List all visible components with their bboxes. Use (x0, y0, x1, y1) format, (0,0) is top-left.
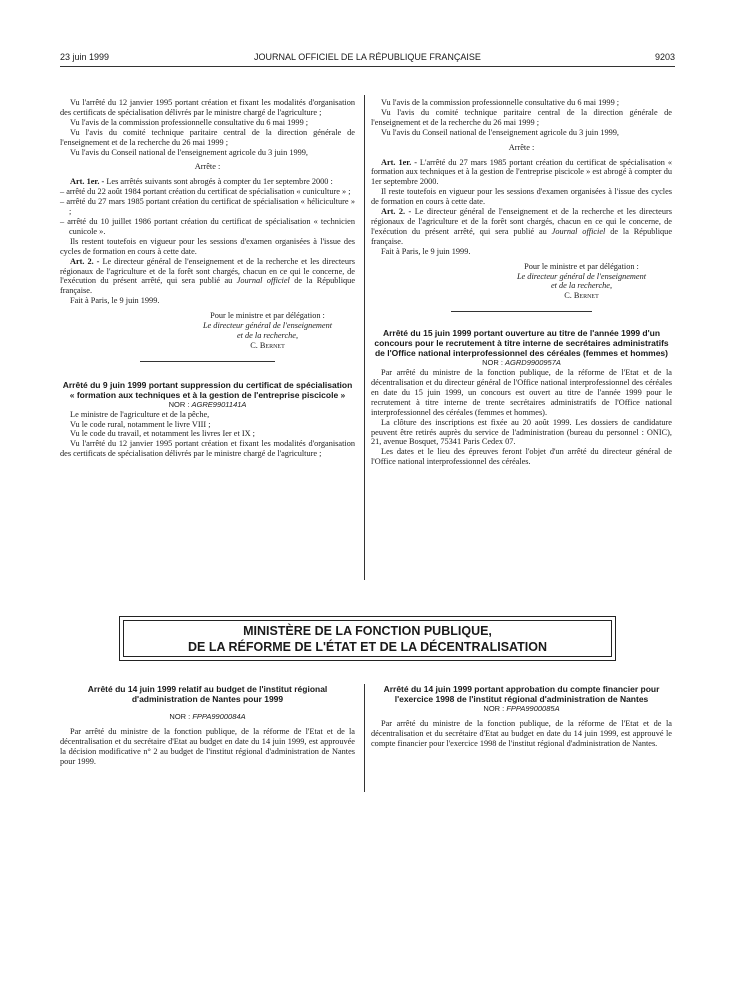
vu-paragraph: Vu l'avis du comité technique paritaire central de la direction générale de l'enseignement et de la recherche du 26 mai 1999 ; (371, 107, 672, 127)
signature-line: Le directeur général de l'enseignement (202, 321, 333, 331)
vu-paragraph: Vu le code rural, notamment le livre VIII ; (70, 419, 211, 429)
header-date: 23 juin 1999 (60, 52, 110, 62)
column-right-lower (371, 684, 672, 749)
article-2: Art. 2. - Le directeur général de l'enseignement et de la recherche et les directeurs régionaux de l'agriculture et de la forêt sont chargés, chacun en ce qui le concerne, de l'exécution du présent arrêté, qui sera publié au Journal officiel de la République française. (60, 256, 355, 296)
signature-name: C. Bernet (250, 340, 285, 350)
column-left (60, 98, 355, 459)
separator (140, 361, 275, 362)
signature-line: Pour le ministre et par délégation : (210, 311, 325, 321)
ministry-line: DE LA RÉFORME DE L'ÉTAT ET DE LA DÉCENTRALISATION (188, 640, 547, 654)
article-label: Art. 2. - (381, 207, 412, 217)
fait-a-paris: Fait à Paris, le 9 juin 1999. (70, 296, 160, 306)
article-title: Arrêté du 14 juin 1999 portant approbation du compte financier pour l'exercice 1998 de l'institut régional d'administration de Nantes (383, 684, 660, 704)
vu-paragraph: Vu l'avis de la commission professionnelle consultative du 6 mai 1999 ; (381, 98, 620, 107)
column-divider (364, 95, 365, 580)
signature-line: et de la recherche, (236, 330, 299, 340)
preamble-paragraph: Le ministre de l'agriculture et de la pêche, (70, 409, 210, 419)
column-left-lower (60, 684, 355, 767)
article-label: Art. 2. - (70, 256, 100, 266)
signature-name: C. Bernet (564, 291, 599, 301)
body-paragraph: Par arrêté du ministre de la fonction publique, de la réforme de l'Etat et de la décentralisation et du directeur général de l'Office national interprofessionnel des céréales en date du 15 juin 1999, un concours est ouvert au titre de l'année 1999 pour le recrutement à titre interne de trente secrétaires administratifs de l'Office national interprofessionnel des céréales (femmes et hommes). (371, 368, 672, 417)
article-1: Art. 1er. - Les arrêtés suivants sont abrogés à compter du 1er septembre 2000 : (70, 177, 333, 187)
column-divider (364, 684, 365, 792)
nor-reference: NOR : FPPA9900084A (169, 712, 246, 721)
body-paragraph: Par arrêté du ministre de la fonction publique, de la réforme de l'Etat et de la décentralisation et du secrétaire d'Etat au budget en date du 14 juin 1999, est approuvé le compte financier pour l'exercice 1998 de l'institut régional d'administration de Nantes. (371, 718, 672, 748)
column-right (371, 98, 672, 467)
vigueur-paragraph: Ils restent toutefois en vigueur pour les sessions d'examen organisées à l'issue des cycles de formation en cours à cette date. (60, 236, 355, 256)
signature-line: Le directeur général de l'enseignement (516, 271, 647, 281)
ministry-line: MINISTÈRE DE LA FONCTION PUBLIQUE, (243, 624, 492, 638)
vu-paragraph: Vu le code du travail, et notamment les livres Ier et IX ; (70, 429, 255, 439)
signature-line: et de la recherche, (550, 281, 613, 291)
article-2: Art. 2. - Le directeur général de l'enseignement et de la recherche et les directeurs régionaux de l'agriculture et de la forêt sont chargés, chacun en ce qui le concerne, de l'exécution du présent arrêté, qui sera publié au Journal officiel de la République française. (371, 207, 672, 246)
ministry-heading-box (119, 616, 616, 661)
nor-reference: NOR : AGRE9901141A (168, 399, 247, 409)
list-item: – arrêté du 10 juillet 1986 portant création du certificat de spécialisation « technicien cunicole ». (60, 216, 355, 236)
list-item: – arrêté du 22 août 1984 portant création du certificat de spécialisation « cuniculture » ; (60, 187, 351, 197)
article-label: Art. 1er. - (381, 157, 417, 167)
article-title: Arrêté du 9 juin 1999 portant suppression du certificat de spécialisation « formation aux techniques et à la gestion de l'entreprise piscicole » (62, 379, 353, 400)
vu-paragraph: Vu l'avis de la commission professionnelle consultative du 6 mai 1999 ; (70, 117, 309, 127)
signature-line: Pour le ministre et par délégation : (524, 261, 639, 271)
body-paragraph: Par arrêté du ministre de la fonction publique, de la réforme de l'Etat et de la décentralisation et du secrétaire d'Etat au budget en date du 14 juin 1999, est approuvée la décision modificative n° 2 au budget de l'institut régional d'administration de Nantes pour 1999. (60, 726, 355, 766)
header-page-number: 9203 (654, 52, 675, 62)
article-label: Art. 1er. - (70, 177, 105, 187)
header-journal-title: JOURNAL OFFICIEL DE LA RÉPUBLIQUE FRANÇAISE (254, 52, 481, 62)
body-paragraph: Les dates et le lieu des épreuves feront l'objet d'un arrêté du directeur général de l'Office national interprofessionnel des céréales. (371, 447, 672, 467)
vu-paragraph: Vu l'avis du Conseil national de l'enseignement agricole du 3 juin 1999, (381, 127, 619, 137)
vu-paragraph: Vu l'arrêté du 12 janvier 1995 portant création et fixant les modalités d'organisation des certificats de spécialisation délivrés par le ministre chargé de l'agriculture ; (60, 98, 355, 117)
vu-paragraph: Vu l'avis du comité technique paritaire central de la direction générale de l'enseignement et de la recherche du 26 mai 1999 ; (60, 127, 355, 147)
fait-a-paris: Fait à Paris, le 9 juin 1999. (381, 246, 471, 256)
vigueur-paragraph: Il reste toutefois en vigueur pour les sessions d'examen organisées à l'issue des cycles de formation en cours à cette date. (371, 187, 672, 207)
vu-paragraph: Vu l'arrêté du 12 janvier 1995 portant création et fixant les modalités d'organisation des certificats de spécialisation délivrés par le ministre chargé de l'agriculture ; (60, 439, 355, 459)
article-1: Art. 1er. - L'arrêté du 27 mars 1985 portant création du certificat de spécialisation « formation aux techniques et à la gestion de l'entreprise piscicole » est abrogé à compter du 1er septembre 2000. (371, 157, 673, 187)
nor-reference: NOR : AGRD9900957A (482, 358, 561, 368)
header-rule (60, 66, 675, 67)
separator (451, 311, 592, 312)
nor-reference: NOR : FPPA9900085A (483, 704, 560, 713)
arrete-heading: Arrête : (194, 162, 221, 172)
article-title: Arrêté du 14 juin 1999 relatif au budget de l'institut régional d'administration de Nantes pour 1999 (87, 684, 328, 704)
arrete-heading: Arrête : (508, 142, 535, 152)
vu-paragraph: Vu l'avis du Conseil national de l'enseignement agricole du 3 juin 1999, (70, 147, 308, 157)
list-item: – arrêté du 27 mars 1985 portant création du certificat de spécialisation « héliciculture » ; (60, 197, 355, 217)
page-header (60, 52, 675, 64)
article-title: Arrêté du 15 juin 1999 portant ouverture au titre de l'année 1999 d'un concours pour le recrutement à titre interne de secrétaires administratifs de l'Office national interprofessionnel des céréales (femmes et hommes) (374, 328, 669, 359)
ministry-heading (123, 620, 612, 657)
body-paragraph: La clôture des inscriptions est fixée au 20 août 1999. Les dossiers de candidature peuvent être retirés auprès du service de l'administration (bureau du personnel : ONIC), 21, avenue Bosquet, 75341 Paris Cedex 07. (371, 417, 672, 447)
